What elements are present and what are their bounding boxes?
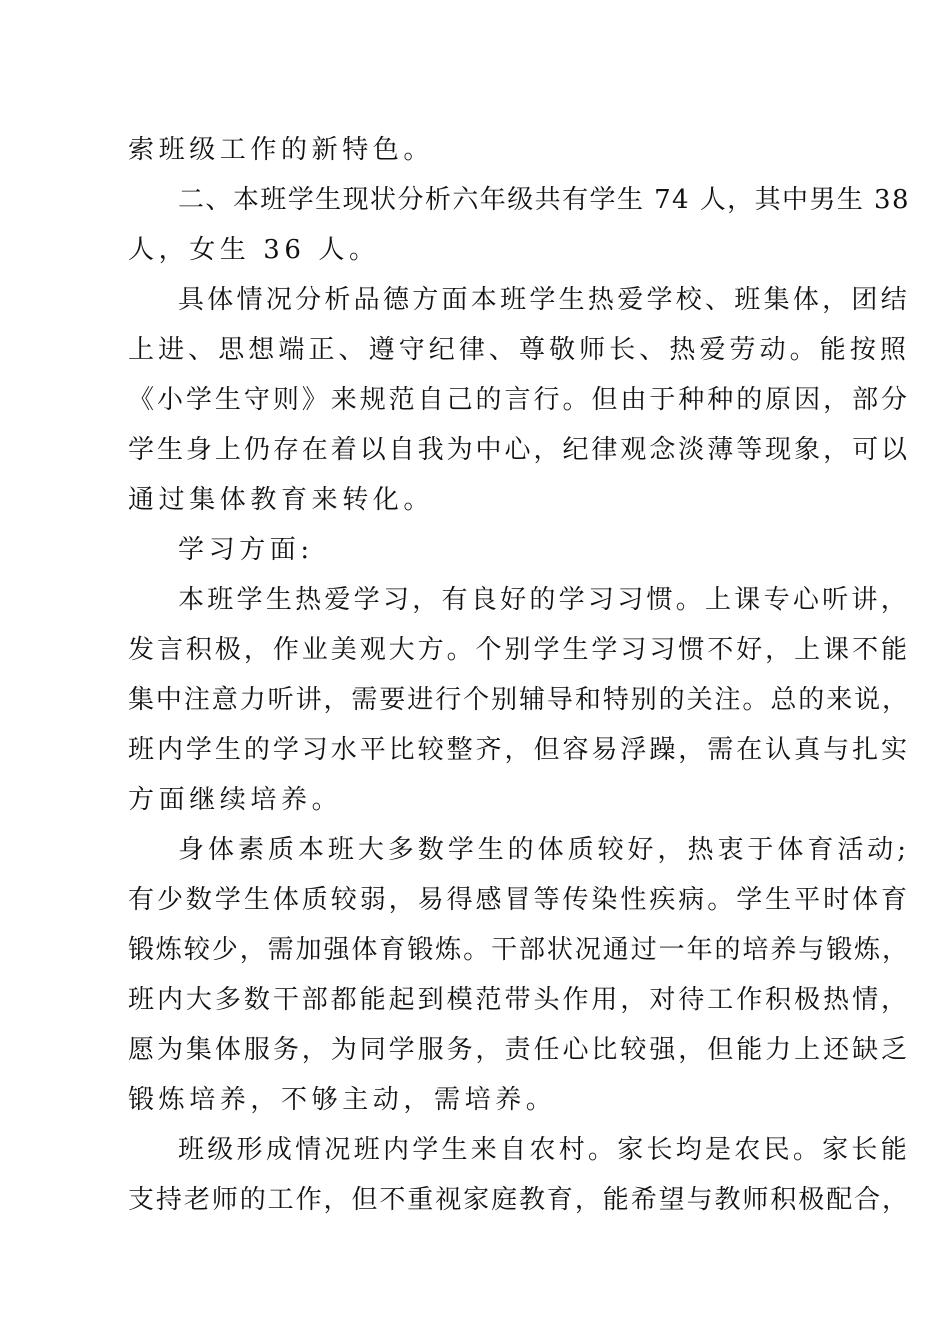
text-line: 班内学生的学习水平比较整齐，但容易浮躁，需在认真与扎实	[128, 735, 910, 765]
text-line: 发言积极，作业美观大方。个别学生学习习惯不好，上课不能	[128, 635, 910, 665]
text-line: 方面继续培养。	[128, 785, 343, 815]
text-line: 《小学生守则》来规范自己的言行。但由于种种的原因，部分	[128, 385, 910, 415]
text-line: 锻炼较少，需加强体育锻炼。干部状况通过一年的培养与锻炼，	[128, 935, 910, 965]
text-line: 学习方面:	[178, 535, 314, 565]
text-line: 上进、思想端正、遵守纪律、尊敬师长、热爱劳动。能按照	[128, 335, 910, 365]
text-line: 人，女生 36 人。	[128, 235, 380, 265]
text-line: 愿为集体服务，为同学服务，责任心比较强，但能力上还缺乏	[128, 1035, 910, 1065]
text-line: 班级形成情况班内学生来自农村。家长均是农民。家长能	[178, 1135, 910, 1165]
text-line: 本班学生热爱学习，有良好的学习习惯。上课专心听讲，	[178, 585, 910, 615]
text-line: 通过集体教育来转化。	[128, 485, 435, 515]
text-line: 索班级工作的新特色。	[128, 135, 435, 165]
text-line: 班内大多数干部都能起到模范带头作用，对待工作积极热情，	[128, 985, 910, 1015]
text-line: 身体素质本班大多数学生的体质较好，热衷于体育活动;	[178, 835, 910, 865]
text-line: 支持老师的工作，但不重视家庭教育，能希望与教师积极配合，	[128, 1185, 910, 1215]
text-line: 有少数学生体质较弱，易得感冒等传染性疾病。学生平时体育	[128, 885, 910, 915]
text-line: 锻炼培养，不够主动，需培养。	[128, 1085, 557, 1115]
text-line: 集中注意力听讲，需要进行个别辅导和特别的关注。总的来说，	[128, 685, 910, 715]
text-line: 学生身上仍存在着以自我为中心，纪律观念淡薄等现象，可以	[128, 435, 910, 465]
text-line: 二、本班学生现状分析六年级共有学生 74 人，其中男生 38	[178, 185, 910, 215]
text-line: 具体情况分析品德方面本班学生热爱学校、班集体，团结	[178, 285, 910, 315]
